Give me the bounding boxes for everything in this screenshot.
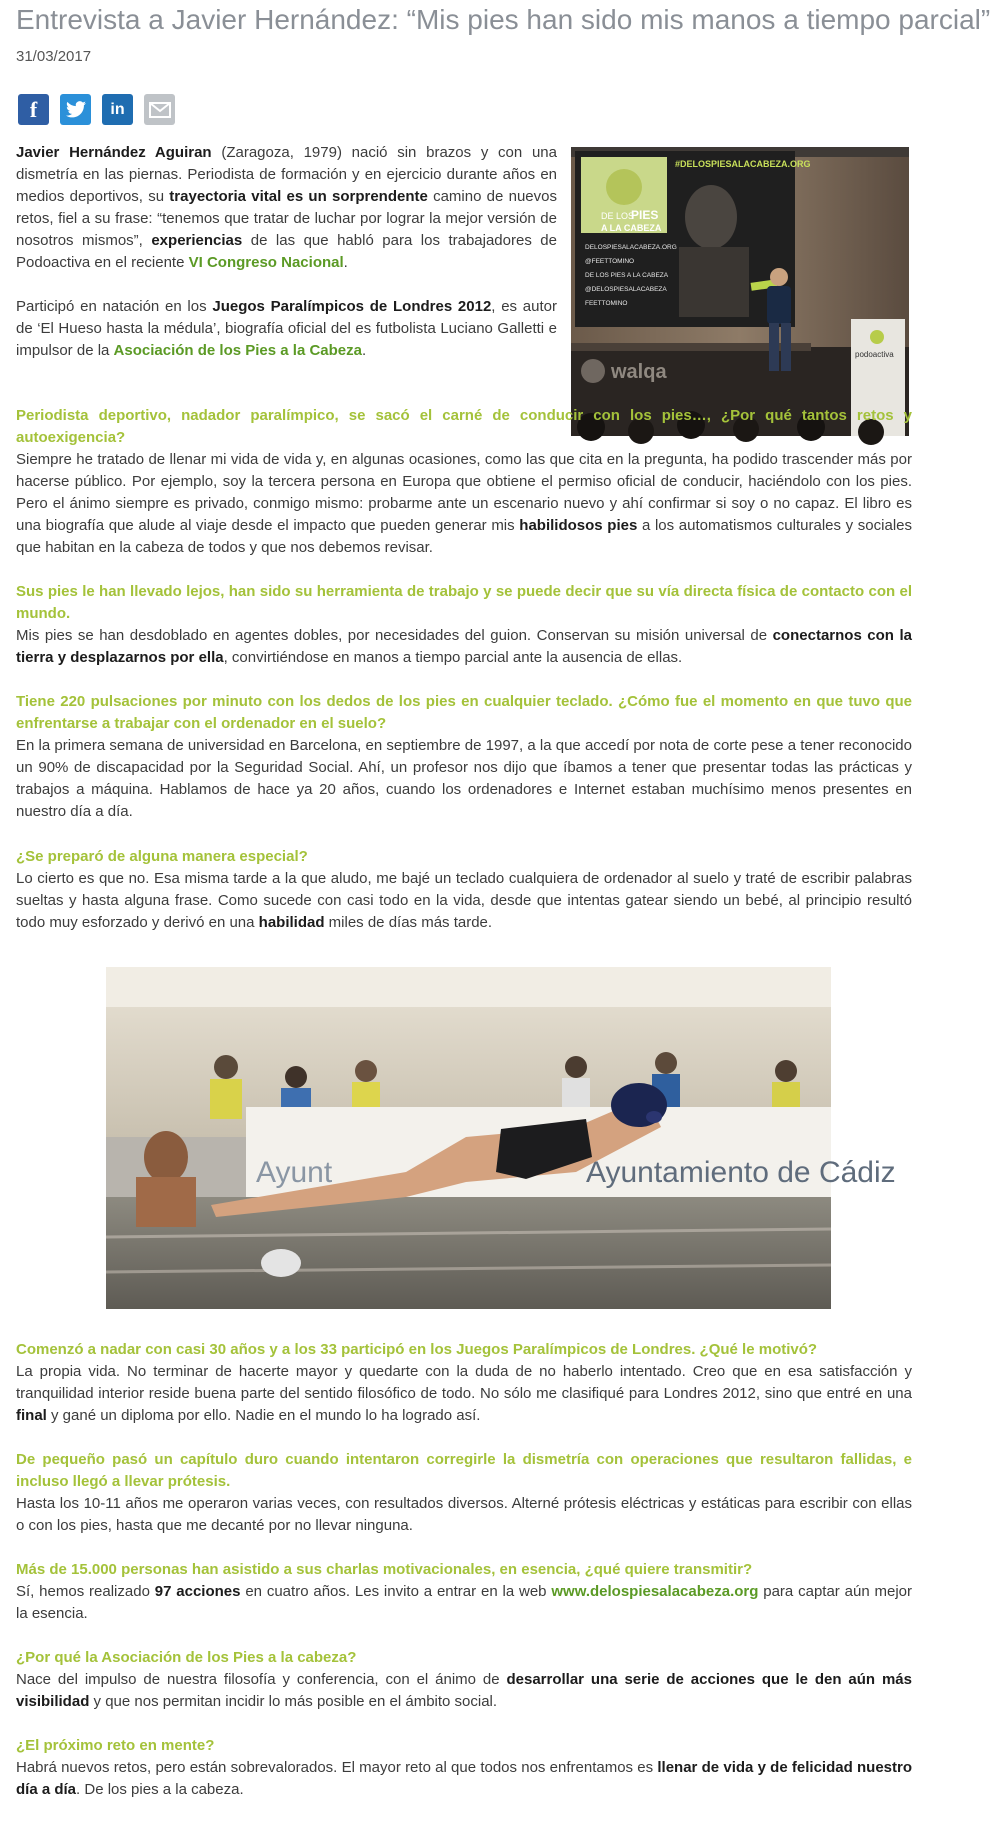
question-3: Tiene 220 pulsaciones por minuto con los dedos de los pies en cualquier teclado. ¿Cómo fue el momento en que tuvo que enfrentarse a trabajar con el ordenador en el suelo? — [16, 693, 912, 732]
question-1: Periodista deportivo, nadador paralímpico, se sacó el carné de conducir con los pies…, ¿Por qué tantos retos y autoexigencia? — [16, 407, 912, 446]
question-7: Más de 15.000 personas han asistido a sus charlas motivacionales, en esencia, ¿qué quiere transmitir? — [16, 1561, 753, 1578]
twitter-share-button[interactable] — [60, 94, 91, 125]
question-8: ¿Por qué la Asociación de los Pies a la cabeza? — [16, 1649, 357, 1666]
article-date: 31/03/2017 — [16, 48, 92, 65]
conference-scene — [571, 147, 909, 436]
article-title: Entrevista a Javier Hernández: “Mis pies han sido mis manos a tiempo parcial” — [16, 4, 990, 35]
svg-text:DE LOS: DE LOS — [601, 211, 635, 221]
intro-paragraph-1: Javier Hernández Aguiran (Zaragoza, 1979) nació sin brazos y con una dismetría en las piernas. Periodista de formación y en ejercicio durante años en medios deportivos, su trayectoria vital es un sorprendente camino de nuevos retos, fiel a su frase: “tenemos que tratar de luchar por lograr la mejor versión de nosotros mismos”, experiencias de las que habló para los trabajadores de Podoactiva en el reciente VI Congreso Nacional. — [16, 144, 557, 271]
svg-text:DELOSPIESALACABEZA.ORG: DELOSPIESALACABEZA.ORG — [585, 244, 677, 251]
question-2: Sus pies le han llevado lejos, han sido su herramienta de trabajo y se puede decir que su vía directa física de contacto con el mundo. — [16, 583, 912, 622]
swimming-scene — [106, 967, 896, 1309]
answer-9: Habrá nuevos retos, pero están sobrevalorados. El mayor reto al que todos nos enfrentamos es llenar de vida y de felicidad nuestro día a día. De los pies a la cabeza. — [16, 1759, 913, 1798]
question-5: Comenzó a nadar con casi 30 años y a los 33 participó en los Juegos Paralímpicos de Londres. ¿Qué le motivó? — [16, 1341, 818, 1358]
answer-5: La propia vida. No terminar de hacerte mayor y quedarte con la duda de no haberlo intentado. Creo que en esa satisfacción y tranquilidad interior reside buena parte del sentido filosófico de todo. No sólo me clasifiqué para Londres 2012, sino que entré en una final y gané un diploma por ello. Nadie en el mundo lo ha logrado así. — [16, 1363, 912, 1424]
answer-4: Lo cierto es que no. Esa misma tarde a la que aludo, me bajé un teclado cualquiera de ordenador al suelo y traté de escribir palabras sueltas y hasta alguna frase. Como sucede con casi todo en la vida, desde que intentas gatear siendo un bebé, al principio resultó todo muy esforzado y derivó en una habilidad miles de días más tarde. — [16, 870, 912, 931]
facebook-share-button[interactable] — [18, 94, 49, 125]
svg-text:podoactiva: podoactiva — [855, 350, 894, 359]
svg-text:DE LOS PIES A LA CABEZA: DE LOS PIES A LA CABEZA — [585, 272, 669, 279]
answer-6: Hasta los 10-11 años me operaron varias veces, con resultados diversos. Alterné prótesis eléctricas y estáticas para escribir con ellas o con los pies, hasta que me decanté por no llevar ninguna. — [16, 1495, 912, 1534]
linkedin-icon: in — [110, 100, 125, 118]
twitter-bird-icon — [66, 101, 86, 118]
svg-text:PIES: PIES — [631, 208, 659, 222]
question-9: ¿El próximo reto en mente? — [16, 1737, 215, 1754]
svg-text:Ayuntamiento de Cádiz: Ayuntamiento de Cádiz — [586, 1156, 896, 1189]
website-link[interactable]: www.delospiesalacabeza.org — [551, 1583, 759, 1600]
svg-text:@DELOSPIESALACABEZA: @DELOSPIESALACABEZA — [585, 286, 667, 293]
svg-text:A LA CABEZA: A LA CABEZA — [601, 223, 662, 233]
share-bar — [18, 94, 175, 125]
conference-photo — [571, 147, 909, 436]
question-6: De pequeño pasó un capítulo duro cuando intentaron corregirle la dismetría con operaciones que resultaron fallidas, e incluso llegó a llevar prótesis. — [16, 1451, 912, 1490]
email-share-button[interactable] — [144, 94, 175, 125]
svg-text:#DELOSPIESALACABEZA.ORG: #DELOSPIESALACABEZA.ORG — [675, 159, 811, 169]
answer-1: Siempre he tratado de llenar mi vida de vida y, en algunas ocasiones, como las que cita en la pregunta, ha podido trascender más por hacerse público. Por ejemplo, soy la tercera persona en Europa que obtiene el permiso oficial de conducir, haciéndolo con los pies. Pero el ánimo siempre es privado, conmigo mismo: probarme ante un escenario nuevo y ahí confirmar si soy o no capaz. El libro es una biografía que alude al viaje desde el impacto que pueden generar mis habilidosos pies a los automatismos culturales y sociales que habitan en la cabeza de todos y que nos debemos revisar. — [16, 451, 912, 556]
svg-text:walqa: walqa — [611, 361, 667, 383]
answer-2: Mis pies se han desdoblado en agentes dobles, por necesidades del guion. Conservan su misión universal de conectarnos con la tierra y desplazarnos por ella, convirtiéndose en manos a tiempo parcial ante la ausencia de ellas. — [16, 627, 912, 666]
facebook-icon: f — [29, 96, 38, 122]
linkedin-share-button[interactable] — [102, 94, 133, 125]
answer-7: Sí, hemos realizado 97 acciones en cuatro años. Les invito a entrar en la web www.delospiesalacabeza.org para captar aún mejor la esencia. — [16, 1583, 912, 1622]
congreso-link[interactable]: VI Congreso Nacional — [188, 254, 344, 271]
asociacion-link[interactable]: Asociación de los Pies a la Cabeza — [113, 342, 362, 359]
question-4: ¿Se preparó de alguna manera especial? — [16, 848, 308, 865]
svg-text:@FEETTOMINO: @FEETTOMINO — [585, 258, 635, 265]
answer-3: En la primera semana de universidad en Barcelona, en septiembre de 1997, a la que accedí por nota de corte pese a tener reconocido un 90% de discapacidad por la Seguridad Social. Ahí, un profesor nos dijo que íbamos a tener que presentar todas las prácticas y trabajos a máquina. Hablamos de hace ya 20 años, cuando los ordenadores e Internet estaban muchísimo menos presentes en nuestro día a día. — [16, 737, 912, 820]
interviewee-name: Javier Hernández Aguiran — [16, 144, 212, 161]
envelope-icon — [149, 102, 171, 118]
intro-paragraph-2: Participó en natación en los Juegos Paralímpicos de Londres 2012, es autor de ‘El Hueso hasta la médula’, biografía oficial del es futbolista Luciano Galletti e impulsor de la Asociación de los Pies a la Cabeza. — [16, 298, 557, 359]
svg-text:FEETTOMINO: FEETTOMINO — [585, 300, 628, 307]
svg-text:Ayunt: Ayunt — [256, 1156, 333, 1189]
answer-8: Nace del impulso de nuestra filosofía y conferencia, con el ánimo de desarrollar una serie de acciones que le den aún más visibilidad y que nos permitan incidir lo más posible en el ámbito social. — [16, 1671, 912, 1710]
swimming-photo — [106, 967, 896, 1309]
